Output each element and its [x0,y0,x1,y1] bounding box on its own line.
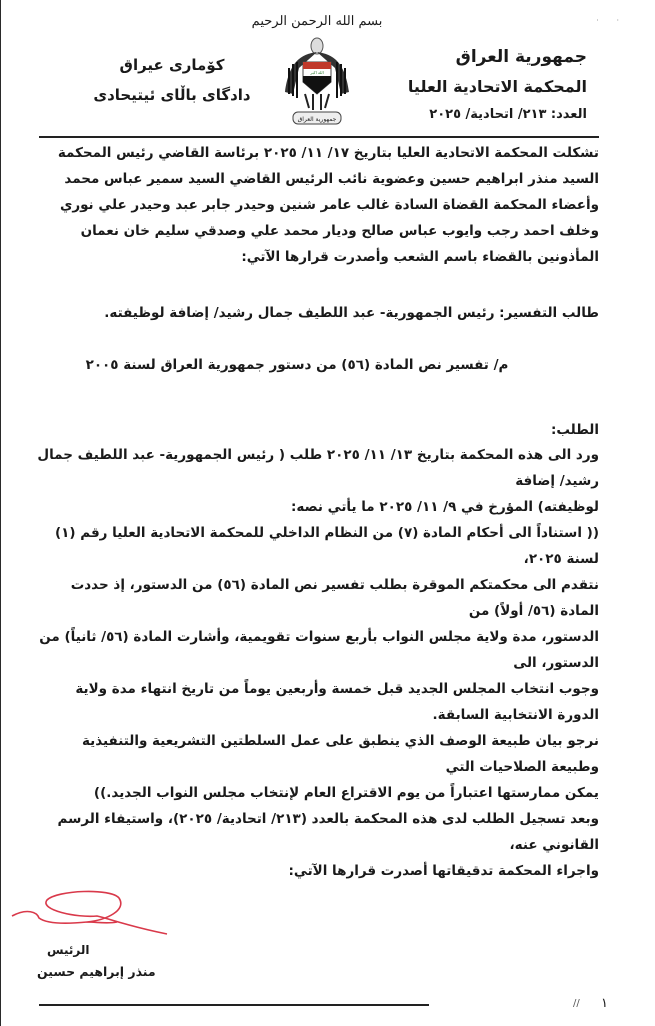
quote-line: (( استناداً الى أحكام المادة (٧) من النظام الداخلي للمحكمة الاتحادية العليا رقم (١) لسنة ٢٠٢٥، [54,525,599,567]
page-footer [35,996,608,1016]
page-mark: // [573,998,580,1009]
scan-marks: · · [596,16,619,25]
kurdish-republic-title: كۆماری عیراق [119,56,225,74]
basmala: بسم الله الرحمن الرحيم [251,14,383,29]
applicant-line: طالب التفسير: رئيس الجمهورية- عبد اللطيف جمال رشيد/ إضافة لوظيفته. [104,305,599,321]
quote-line: وجوب انتخاب المجلس الجديد قبل خمسة وأربعين يوماً من تاريخ انتهاء مدة ولاية الدورة الانتخابية السابقة. [75,681,599,723]
kurdish-court-title: دادگای باڵای ئیتیحادی [93,86,251,104]
republic-title: جمهورية العراق [455,47,587,67]
opening-line: المأذونين بالقضاء باسم الشعب وأصدرت قرارها الآتي: [241,249,599,265]
opening-line: وخلف احمد رجب وايوب عباس صالح وديار محمد علي وصدقي سليم خان نعمان [80,223,599,239]
signature-stroke [12,891,167,934]
page-number: ١ [601,996,608,1011]
signature-icon [7,888,207,938]
header-divider [39,136,599,138]
quote-line: واجراء المحكمة تدقيقاتها أصدرت قرارها الآتي: [288,863,599,879]
emblem-flag-text: الله اكبر [310,70,324,75]
emblem-caption: جمهورية العراق [297,116,337,123]
opening-line: وأعضاء المحكمة القضاة السادة غالب عامر شنين وحيدر جابر عبد وحيدر علي نوري [59,197,599,213]
court-title: المحكمة الاتحادية العليا [407,77,587,96]
request-label: الطلب: [550,422,599,438]
iraq-emblem-icon [279,36,355,128]
quote-line: يمكن ممارستها اعتباراً من يوم الاقتراع العام لإنتخاب مجلس النواب الجديد.)) [93,785,599,801]
footer-divider [39,1004,429,1006]
quote-line: وبعد تسجيل الطلب لدى هذه المحكمة بالعدد (٢١٣/ اتحادية/ ٢٠٢٥)، واستيفاء الرسم القانوني عنه، [57,811,599,853]
signatory-title: الرئيس [47,943,90,957]
quote-line: نتقدم الى محكمتكم الموقرة بطلب تفسير نص المادة (٥٦) من الدستور، إذ حددت المادة (٥٦/ أولاً) من [70,577,599,619]
letterhead [35,12,619,136]
opening-line: تشكلت المحكمة الاتحادية العليا بتاريخ ١٧/ ١١/ ٢٠٢٥ برئاسة القاضي رئيس المحكمة [57,145,599,161]
quoted-request [35,520,599,884]
quote-line: نرجو بيان طبيعة الوصف الذي ينطبق على عمل السلطتين التشريعية والتنفيذية وطبيعة الصلاحيات التي [81,733,599,775]
letterhead-kurdish [87,50,257,110]
letterhead-arabic [377,42,587,128]
quote-line: الدستور، مدة ولاية مجلس النواب بأربع سنوات تقويمية، وأشارت المادة (٥٦/ ثانياً) من الدستور، الى [39,629,599,671]
request-paragraph [35,442,599,520]
subject-line: م/ تفسير نص المادة (٥٦) من دستور جمهورية العراق لسنة ٢٠٠٥ [85,357,509,373]
document-number: العدد: ٢١٣/ اتحادية/ ٢٠٢٥ [429,107,587,122]
signatory-name: منذر إبراهيم حسين [37,964,156,979]
opening-line: السيد منذر ابراهيم حسين وعضوية نائب الرئيس القاضي السيد سمير عباس محمد [64,171,599,187]
signature-block [35,888,599,996]
opening-paragraph [35,140,599,270]
request-line: ورد الى هذه المحكمة بتاريخ ١٣/ ١١/ ٢٠٢٥ طلب ( رئيس الجمهورية- عبد اللطيف جمال رشيد/ إضافة [37,447,599,489]
request-line: لوظيفته) المؤرخ في ٩/ ١١/ ٢٠٢٥ ما يأتي نصه: [291,499,599,515]
